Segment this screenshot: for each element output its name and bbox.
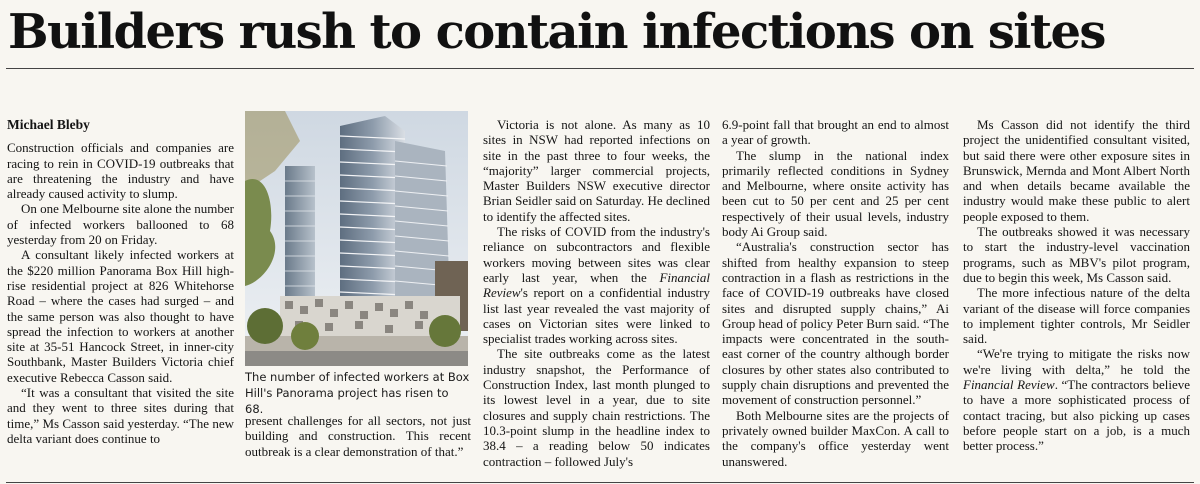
- bottom-rule: [6, 482, 1194, 483]
- text-run: . “The contractors believe to have a more sophisticated process of contact tracing, but also picking up cases before people start on a job, is a much better process.”: [963, 377, 1190, 454]
- paragraph: 6.9-point fall that brought an end to almost a year of growth.: [722, 117, 949, 148]
- column-4: [722, 117, 949, 469]
- paragraph: The site outbreaks come as the latest industry snapshot, the Performance of Construction Index, last month plunged to its lowest level in a year, due to site closures and supply chain restrictions. The 10.3-point slump in the headline index to 38.4 – a reading below 50 indicates contraction – followed July's: [483, 346, 710, 469]
- paragraph: The more infectious nature of the delta variant of the disease will force companies to implement tighter controls, Mr Seidler said.: [963, 285, 1190, 347]
- headline: Builders rush to contain infections on sites: [8, 4, 1105, 60]
- column-3: [483, 117, 710, 469]
- paragraph: On one Melbourne site alone the number of infected workers ballooned to 68 yesterday from 20 on Friday.: [7, 201, 234, 248]
- paragraph: The slump in the national index primarily reflected conditions in Sydney and Melbourne, where onsite activity has been cut to 50 per cent and 25 per cent respectively of their usual levels, industry body Ai Group said.: [722, 147, 949, 240]
- paragraph: Both Melbourne sites are the projects of privately owned builder MaxCon. A call to the company's office yesterday went unanswered.: [722, 407, 949, 469]
- paragraph: Construction officials and companies are racing to rein in COVID-19 outbreaks that are threatening the industry and have already caused activity to slump.: [7, 140, 234, 202]
- text-run: The risks of COVID from the industry's reliance on subcontractors and flexible workers moving between sites was clear early last year, when the: [483, 224, 710, 285]
- publication-name: Financial Review: [963, 377, 1055, 393]
- photo-caption: The number of infected workers at Box Hill's Panorama project has risen to 68.: [245, 370, 470, 416]
- column-5: [963, 117, 1190, 454]
- paragraph: The outbreaks showed it was necessary to start the industry-level vaccination programs, such as MBV's pilot program, due to begin this week, Ms Casson said.: [963, 224, 1190, 285]
- photo-illustration: [245, 111, 468, 366]
- paragraph: A consultant likely infected workers at the $220 million Panorama Box Hill high-rise residential project at 826 Whitehorse Road – where the cases had surged – and the same person was also thought to have spread the infection to workers at another site at 35-51 Hancock Street, in inner-city Southbank, Master Builders Victoria chief executive Rebecca Casson said.: [7, 247, 234, 385]
- paragraph: [483, 224, 710, 346]
- column-1: [7, 117, 234, 446]
- column-2-text: [245, 413, 471, 459]
- byline: Michael Bleby: [7, 117, 90, 132]
- paragraph: present challenges for all sectors, not just building and construction. This recent outbreak is a clear demonstration of that.”: [245, 413, 471, 459]
- paragraph: “Australia's construction sector has shifted from healthy expansion to steep contraction in a flash as restrictions in the face of COVID-19 outbreaks have closed sites and disrupted supply chains,” Ai Group head of policy Peter Burn said. “The impacts were concentrated in the south-east corner of the country although border closures by other states also contributed to supply chain disruptions and prevented the movement of construction personnel.”: [722, 239, 949, 408]
- paragraph: Victoria is not alone. As many as 10 sites in NSW had reported infections on site in the past three to four weeks, the “majority” larger commercial projects, Master Builders NSW executive director Brian Seidler said on Saturday. He declined to identify the affected sites.: [483, 117, 710, 224]
- paragraph: Ms Casson did not identify the third project the unidentified consultant visited, but said there were other exposure sites in Brunswick, Mernda and Mont Albert North and when details became available the industry would make these public to alert people exposed to them.: [963, 117, 1190, 224]
- paragraph: [963, 346, 1190, 453]
- paragraph: “It was a consultant that visited the site and they went to three sites during that time,” Ms Casson said yesterday. “The new delta variant does continue to: [7, 385, 234, 446]
- building-photo: [245, 111, 468, 366]
- text-run: “We're trying to mitigate the risks now we're living with delta,” he told the: [963, 346, 1190, 377]
- publication-name: Financial Review: [483, 269, 710, 301]
- top-rule: [6, 68, 1194, 69]
- text-run: 's report on a confidential industry list last year revealed the vast majority of cases on Victorian sites were linked to specialist trades working across sites.: [483, 285, 710, 347]
